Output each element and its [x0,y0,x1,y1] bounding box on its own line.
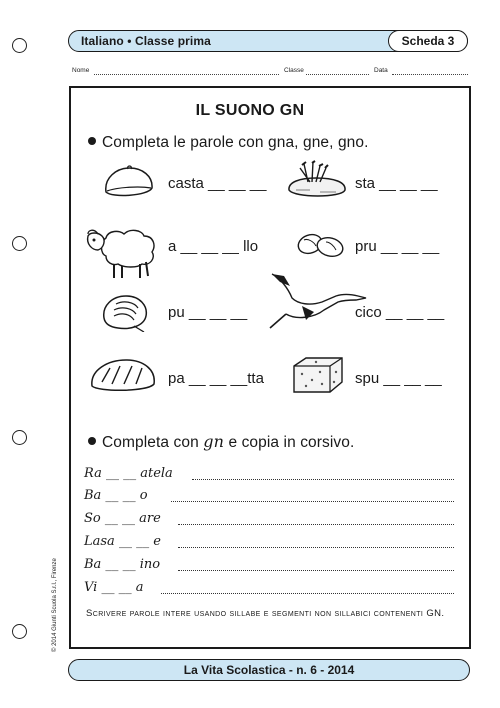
copy-line[interactable] [178,524,454,525]
cursive-prompt: Ra __ __ atela [84,466,173,481]
name-field[interactable] [94,74,279,75]
cursive-line [84,534,454,551]
name-label: Nome [72,67,90,74]
chestnut-icon [98,164,158,200]
cursive-line [84,488,454,505]
copy-line[interactable] [161,593,454,594]
instruction-1 [88,134,369,152]
instruction-2-after: e copia in corsivo. [228,434,355,451]
header-title: Italiano • Classe prima [81,34,211,48]
copy-line[interactable] [192,479,454,480]
worksheet-number-tab: Scheda 3 [388,30,468,52]
binder-hole [12,624,27,639]
plums-icon [296,230,346,260]
copy-line[interactable] [171,501,454,502]
cursive-line [84,557,454,574]
cursive-prompt: Vi __ __ a [84,580,144,595]
bullet-icon [88,137,96,145]
instruction-2-before: Completa con [102,434,199,451]
word-sta: sta __ __ __ [355,175,438,192]
copy-line[interactable] [178,570,454,571]
cursive-prompt: Ba __ __ o [84,488,148,503]
instruction-2 [88,432,354,452]
instruction-2-cursive: gn [203,432,225,451]
lamb-icon [84,224,160,280]
word-pugno: pu __ __ __ [168,304,248,321]
binder-hole [12,236,27,251]
cursive-line [84,580,454,597]
page-title: IL SUONO GN [195,102,305,119]
copyright-text: © 2014 Giunti Scuola S.r.l., Firenze [52,558,58,652]
class-field[interactable] [306,74,369,75]
pond-icon [286,160,348,200]
bullet-icon [88,437,96,445]
bread-icon [88,356,158,394]
date-field[interactable] [392,74,468,75]
cursive-prompt: Ba __ __ ino [84,557,161,572]
instruction-1-text: Completa le parole con gna, gne, gno. [102,134,369,151]
stork-icon [266,268,368,332]
header-bar [68,30,468,52]
fist-icon [100,292,150,332]
word-prugne: pru __ __ __ [355,238,440,255]
cursive-line [84,511,454,528]
footer-bar: La Vita Scolastica - n. 6 - 2014 [68,659,470,681]
teacher-note: Scrivere parole intere usando sillabe e segmenti non sillabici contenenti GN. [86,608,445,619]
word-casta: casta __ __ __ [168,175,267,192]
word-pagnotta: pa __ __ __tta [168,370,264,387]
word-agnello: a __ __ __ llo [168,238,259,255]
binder-hole [12,430,27,445]
binder-hole [12,38,27,53]
cursive-line [84,466,454,483]
cursive-prompt: So __ __ are [84,511,161,526]
word-spugna: spu __ __ __ [355,370,442,387]
cursive-prompt: Lasa __ __ e [84,534,161,549]
copy-line[interactable] [178,547,454,548]
date-label: Data [374,67,388,74]
class-label: Classe [284,67,304,74]
word-cicogna: cico __ __ __ [355,304,445,321]
student-info-fields [70,67,470,81]
sponge-icon [290,354,346,396]
